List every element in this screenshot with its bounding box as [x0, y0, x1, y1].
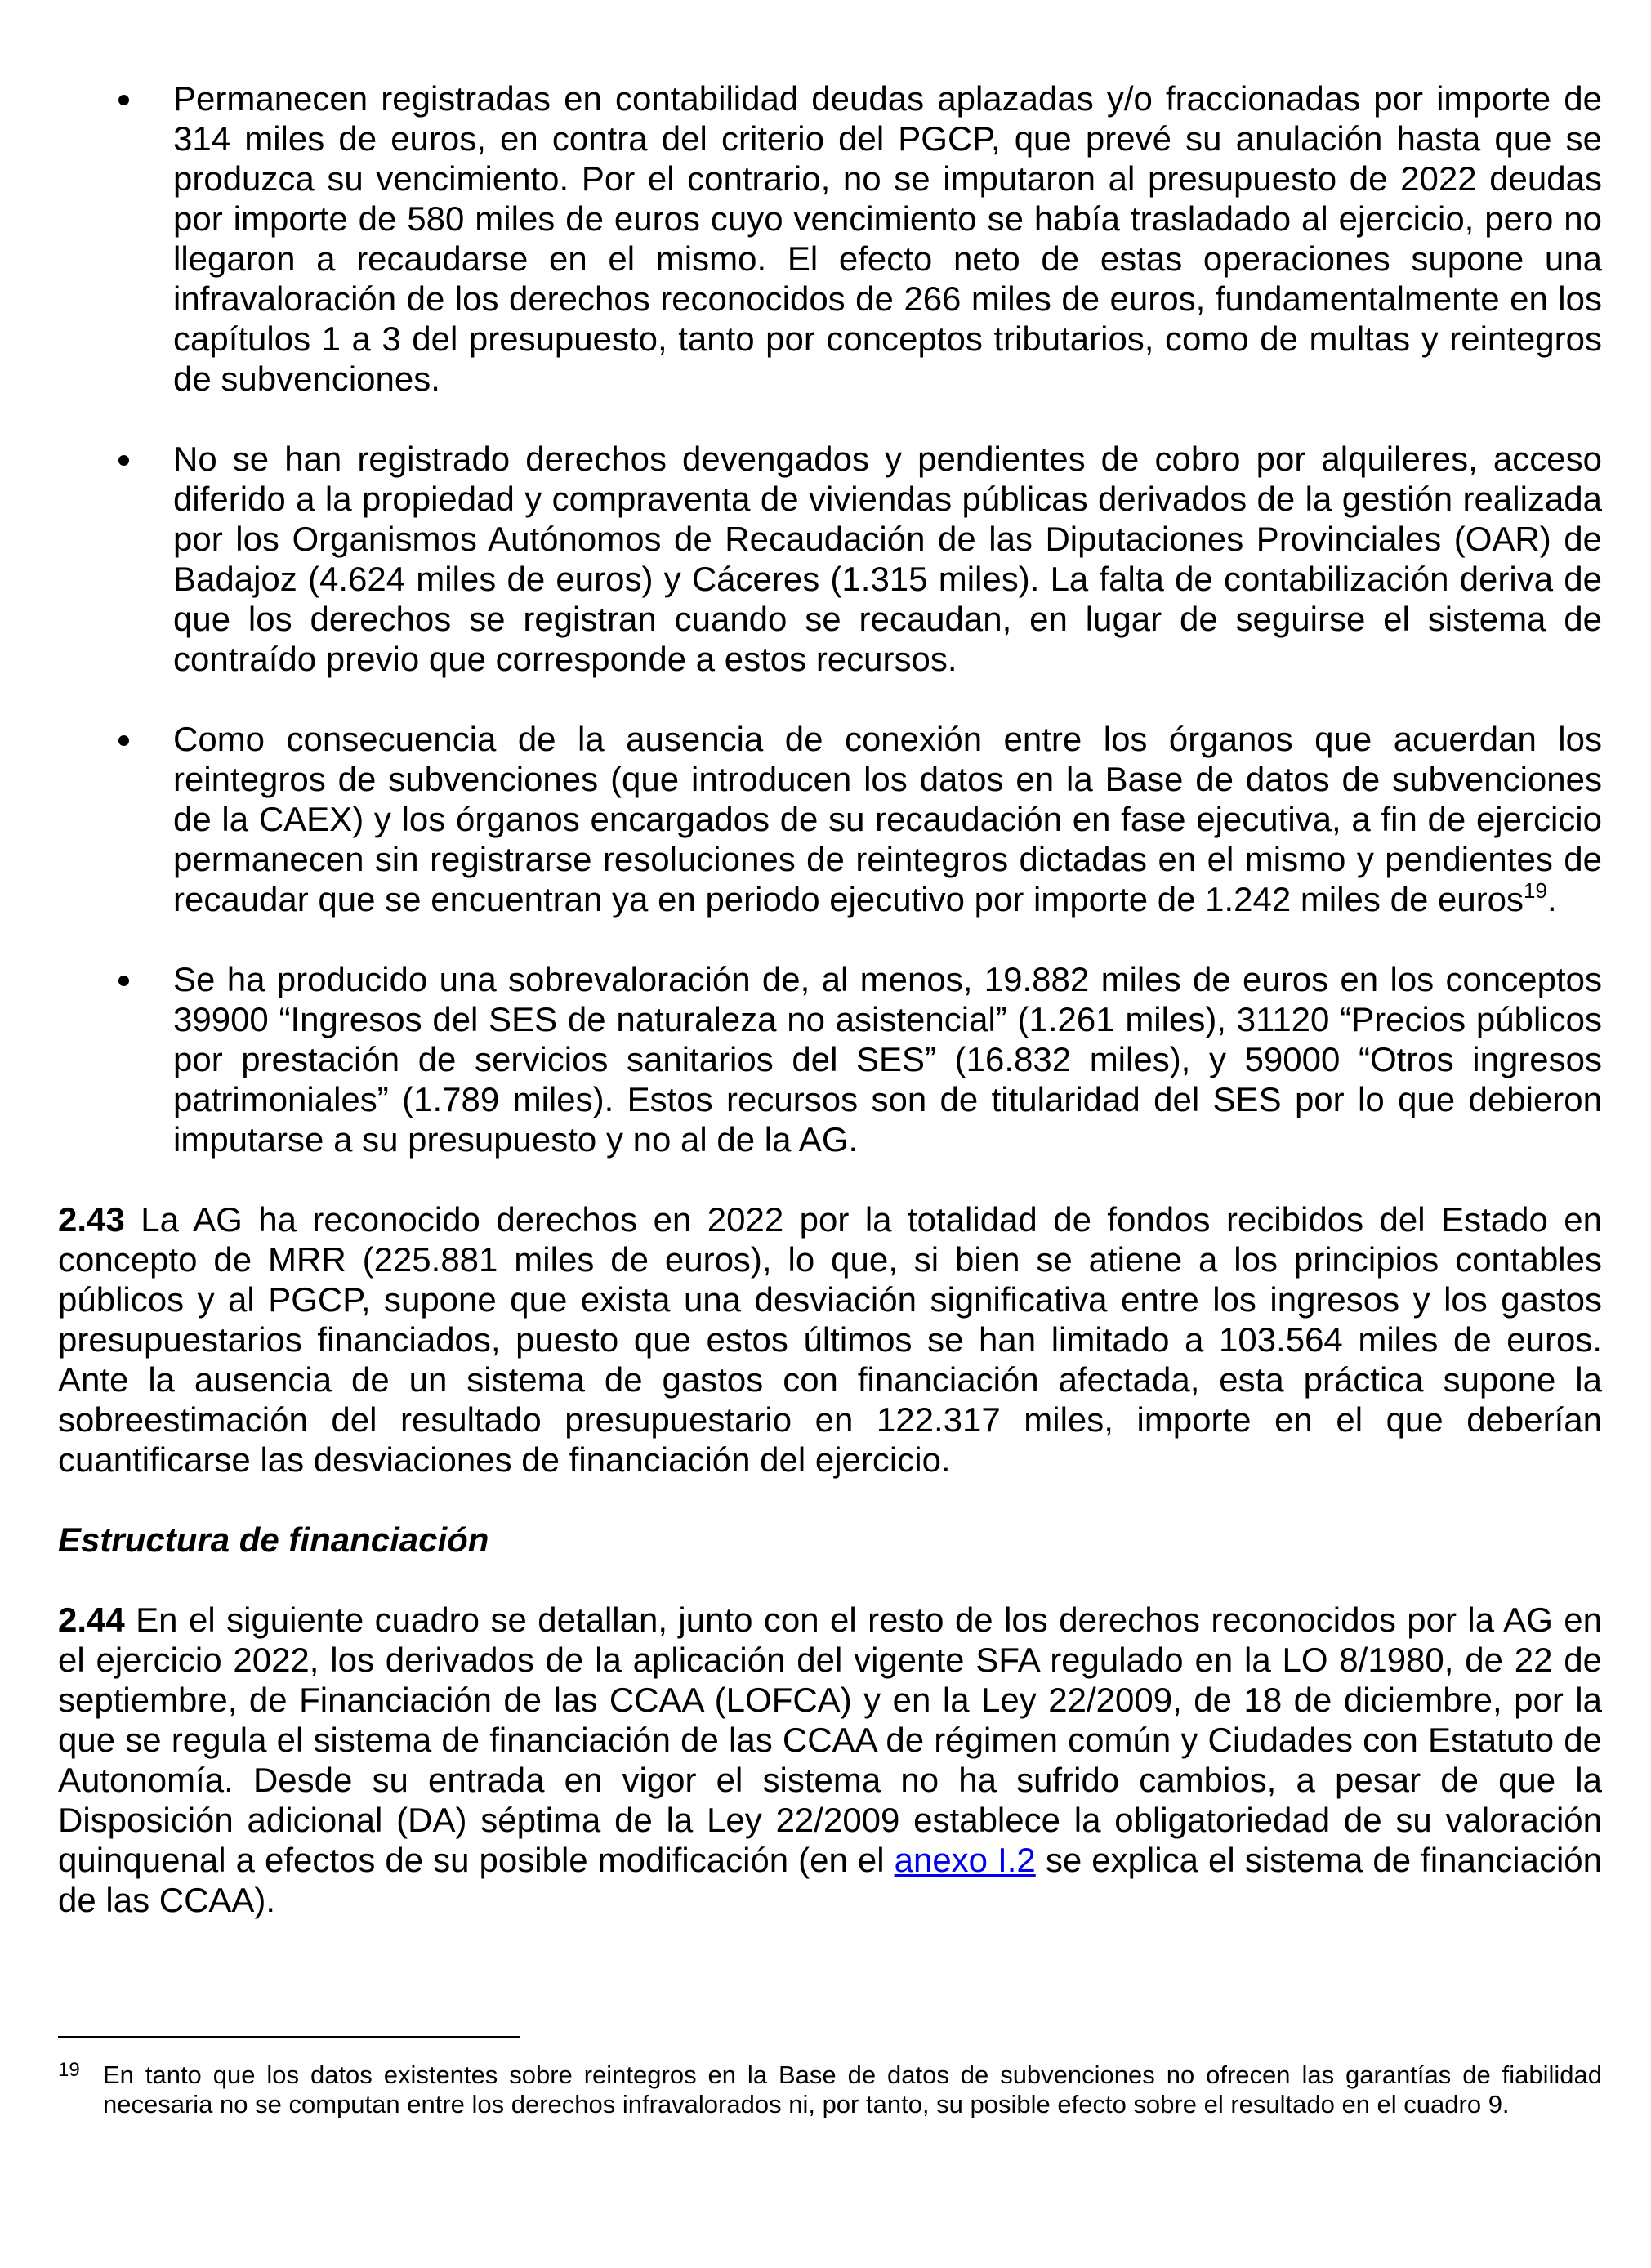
paragraph-number: 2.43 — [58, 1200, 125, 1239]
bullet-item-reintegros-subvenciones — [58, 719, 1602, 919]
bullet-item-sobrevaloracion — [58, 959, 1602, 1159]
paragraph-text: La AG ha reconocido derechos en 2022 por la totalidad de fondos recibidos del Estado en concepto de MRR (225.881 miles de euros), lo que, si bien se atiene a los principios contables públicos y al PGCP, supone que exista una desviación significativa entre los ingresos y los gastos presupuestarios financiados, puesto que estos últimos se han limitado a 103.564 miles de euros. Ante la ausencia de un sistema de gastos con financiación afectada, esta práctica supone la sobreestimación del resultado presupuestario en 122.317 miles, importe en el que deberían cuantificarse las desviaciones de financiación del ejercicio. — [58, 1200, 1602, 1479]
bullet-text: Permanecen registradas en contabilidad deudas aplazadas y/o fraccionadas por importe de 314 miles de euros, en contra del criterio del PGCP, que prevé su anulación hasta que se produzca su vencimiento. Por el contrario, no se imputaron al presupuesto de 2022 deudas por importe de 580 miles de euros cuyo vencimiento se había trasladado al ejercicio, pero no llegaron a recaudarse en el mismo. El efecto neto de estas operaciones supone una infravaloración de los derechos reconocidos de 266 miles de euros, fundamentalmente en los capítulos 1 a 3 del presupuesto, tanto por conceptos tributarios, como de multas y reintegros de subvenciones. — [173, 79, 1602, 398]
footnote-text: En tanto que los datos existentes sobre reintegros en la Base de datos de subvenciones no ofrecen las garantías de fiabilidad necesaria no se computan entre los derechos infravalorados ni, por tanto, su posible efecto sobre el resultado en el cuadro 9. — [103, 2060, 1602, 2118]
bullet-text: Como consecuencia de la ausencia de conexión entre los órganos que acuerdan los reintegros de subvenciones (que introducen los datos en la Base de datos de subvenciones de la CAEX) y los órganos encargados de su recaudación en fase ejecutiva, a fin de ejercicio permanecen sin registrarse resoluciones de reintegros dictadas en el mismo y pendientes de recaudar que se encuentran ya en periodo ejecutivo por importe de 1.242 miles de euros — [173, 720, 1602, 918]
bullet-text: Se ha producido una sobrevaloración de, al menos, 19.882 miles de euros en los conceptos 39900 “Ingresos del SES de naturaleza no asistencial” (1.261 miles), 31120 “Precios públicos por prestación de servicios sanitarios del SES” (16.832 miles), y 59000 “Otros ingresos patrimoniales” (1.789 miles). Estos recursos son de titularidad del SES por lo que debieron imputarse a su presupuesto y no al de la AG. — [173, 960, 1602, 1159]
section-heading: Estructura de financiación — [58, 1520, 489, 1559]
footnote-mark: 19 — [58, 2059, 80, 2081]
footnote-divider — [58, 2036, 520, 2038]
bullet-item-deudas-aplazadas — [58, 78, 1602, 399]
paragraph-text: En el siguiente cuadro se detallan, junto con el resto de los derechos reconocidos por la AG en el ejercicio 2022, los derivados de la aplicación del vigente SFA regulado en la LO 8/1980, de 22 de septiembre, de Financiación de las CCAA (LOFCA) y en la Ley 22/2009, de 18 de diciembre, por la que se regula el sistema de financiación de las CCAA de régimen común y Ciudades con Estatuto de Autonomía. Desde su entrada en vigor el sistema no ha sufrido cambios, a pesar de que la Disposición adicional (DA) séptima de la Ley 22/2009 establece la obligatoriedad de su valoración quinquenal a efectos de su posible modificación (en el — [58, 1601, 1602, 1879]
anexo-link[interactable]: anexo I.2 — [894, 1841, 1036, 1879]
bullet-item-derechos-no-registrados — [58, 439, 1602, 679]
document-page — [58, 78, 1602, 1960]
bullet-text-end: . — [1546, 880, 1557, 918]
paragraph-2-44 — [58, 1600, 1602, 1920]
paragraph-2-43 — [58, 1199, 1602, 1480]
bullet-list — [58, 78, 1602, 1159]
paragraph-number: 2.44 — [58, 1601, 125, 1639]
bullet-icon — [118, 455, 129, 466]
bullet-text: No se han registrado derechos devengados y pendientes de cobro por alquileres, acceso diferido a la propiedad y compraventa de viviendas públicas derivados de la gestión realizada por los Organismos Autónomos de Recaudación de las Diputaciones Provinciales (OAR) de Badajoz (4.624 miles de euros) y Cáceres (1.315 miles). La falta de contabilización deriva de que los derechos se registran cuando se recaudan, en lugar de seguirse el sistema de contraído previo que corresponde a estos recursos. — [173, 440, 1602, 678]
bullet-icon — [118, 95, 129, 105]
bullet-icon — [118, 735, 129, 746]
footnote-reference[interactable]: 19 — [1524, 878, 1547, 903]
bullet-icon — [118, 976, 129, 986]
footnote — [58, 2060, 1602, 2119]
paragraph-text-end: se explica el sistema de financiación de las CCAA). — [58, 1841, 1602, 1919]
